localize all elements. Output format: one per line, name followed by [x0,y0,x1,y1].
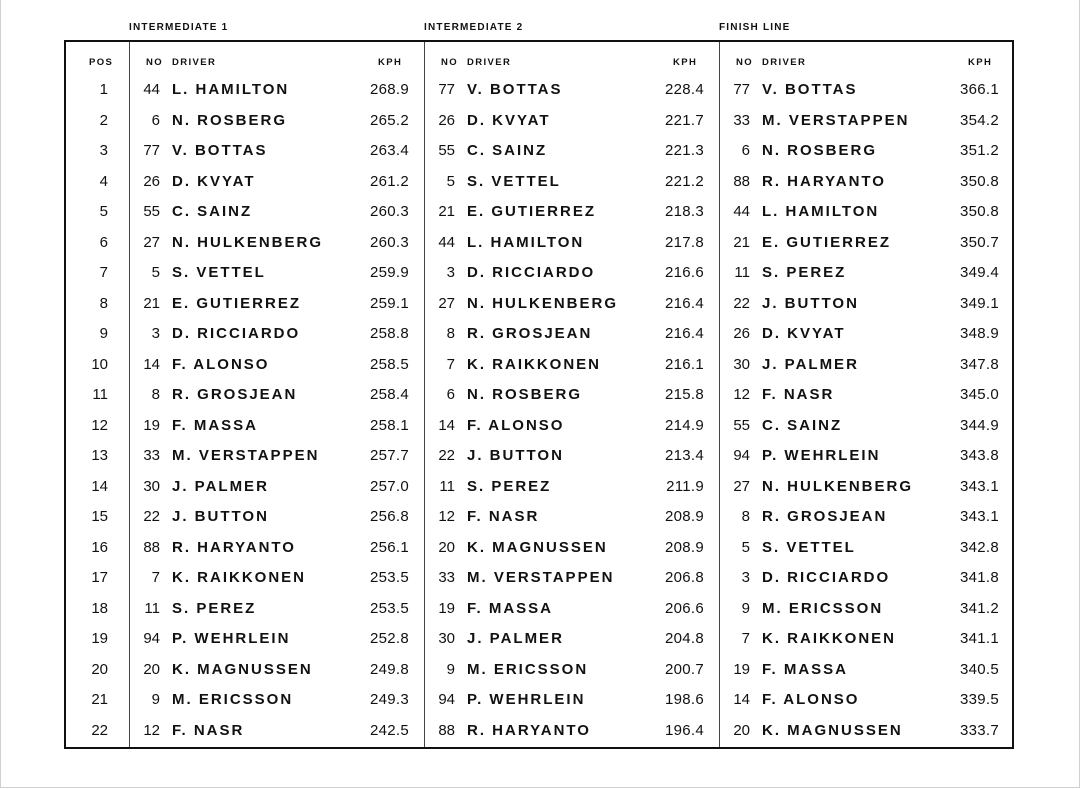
speed-kph-cell: 261.2 [369,172,409,190]
car-number-cell: 19 [143,416,160,434]
driver-name-cell: M. VERSTAPPEN [762,111,910,129]
speed-kph-cell: 259.9 [369,264,409,281]
speed-kph-cell: 354.2 [959,111,999,129]
driver-name-cell: F. ALONSO [762,691,860,708]
section-title-finish-line: FINISH LINE [719,22,791,33]
header-kph: KPH [378,57,403,68]
header-pos: POS [89,57,114,68]
driver-name-cell: M. VERSTAPPEN [467,569,615,586]
speed-kph-cell: 216.4 [664,325,704,342]
speed-kph-cell: 216.4 [664,294,704,312]
car-number-cell: 9 [151,691,160,708]
car-number-cell: 8 [741,508,750,525]
table-row [66,624,1012,654]
speed-kph-cell: 228.4 [664,81,704,98]
table-row [66,472,1012,502]
speed-kph-cell: 253.5 [369,599,409,617]
position-cell: 2 [99,111,108,129]
car-number-cell: 19 [733,660,750,678]
speed-kph-cell: 216.1 [664,355,704,373]
position-cell: 15 [91,508,108,525]
driver-name-cell: N. ROSBERG [762,142,878,159]
driver-name-cell: N. ROSBERG [467,386,583,403]
position-cell: 9 [99,325,108,342]
car-number-cell: 20 [143,660,160,678]
car-number-cell: 30 [733,355,750,373]
car-number-cell: 44 [143,81,160,98]
table-row [66,716,1012,746]
car-number-cell: 21 [733,233,750,251]
speed-kph-cell: 256.1 [369,538,409,556]
speed-kph-cell: 339.5 [959,691,999,708]
table-row [66,685,1012,715]
speed-kph-cell: 347.8 [959,355,999,373]
driver-name-cell: C. SAINZ [172,203,253,220]
header-driver: DRIVER [467,57,512,68]
car-number-cell: 7 [151,569,160,586]
driver-name-cell: K. RAIKKONEN [172,569,307,586]
table-row [66,167,1012,197]
speed-kph-cell: 257.7 [369,447,409,464]
driver-name-cell: M. ERICSSON [172,691,294,708]
speed-trap-table [64,40,1014,749]
speed-kph-cell: 198.6 [664,691,704,708]
speed-kph-cell: 256.8 [369,508,409,525]
car-number-cell: 26 [733,325,750,342]
driver-name-cell: M. ERICSSON [762,599,884,617]
speed-kph-cell: 343.8 [959,447,999,464]
car-number-cell: 27 [733,477,750,495]
driver-name-cell: K. MAGNUSSEN [467,538,608,556]
driver-name-cell: J. BUTTON [172,508,269,525]
car-number-cell: 26 [438,111,455,129]
driver-name-cell: J. BUTTON [467,447,564,464]
car-number-cell: 11 [144,599,160,617]
table-row [66,411,1012,441]
car-number-cell: 55 [733,416,750,434]
table-row [66,319,1012,349]
car-number-cell: 33 [143,447,160,464]
speed-kph-cell: 249.8 [369,660,409,678]
driver-name-cell: R. HARYANTO [172,538,296,556]
car-number-cell: 14 [733,691,750,708]
speed-kph-cell: 242.5 [369,721,409,739]
car-number-cell: 8 [151,386,160,403]
car-number-cell: 3 [446,264,455,281]
section-title-intermediate-2: INTERMEDIATE 2 [424,22,524,33]
speed-kph-cell: 366.1 [959,81,999,98]
car-number-cell: 14 [438,416,455,434]
speed-kph-cell: 211.9 [666,477,704,495]
driver-name-cell: S. VETTEL [762,538,856,556]
position-cell: 19 [91,630,108,647]
header-driver: DRIVER [172,57,217,68]
driver-name-cell: S. VETTEL [172,264,266,281]
car-number-cell: 55 [438,142,455,159]
position-cell: 12 [91,416,108,434]
car-number-cell: 21 [143,294,160,312]
speed-kph-cell: 216.6 [664,264,704,281]
position-cell: 8 [99,294,108,312]
speed-kph-cell: 200.7 [664,660,704,678]
driver-name-cell: R. GROSJEAN [762,508,888,525]
car-number-cell: 55 [143,203,160,220]
speed-kph-cell: 252.8 [369,630,409,647]
table-row [66,655,1012,685]
car-number-cell: 94 [143,630,160,647]
car-number-cell: 21 [438,203,455,220]
car-number-cell: 77 [143,142,160,159]
table-row [66,136,1012,166]
driver-name-cell: D. RICCIARDO [172,325,301,342]
driver-name-cell: J. BUTTON [762,294,859,312]
driver-name-cell: K. MAGNUSSEN [172,660,313,678]
section-title-intermediate-1: INTERMEDIATE 1 [129,22,229,33]
driver-name-cell: M. ERICSSON [467,660,589,678]
speed-kph-cell: 253.5 [369,569,409,586]
car-number-cell: 5 [446,172,455,190]
speed-kph-cell: 263.4 [369,142,409,159]
speed-kph-cell: 344.9 [959,416,999,434]
driver-name-cell: S. PEREZ [172,599,257,617]
driver-name-cell: F. NASR [467,508,540,525]
driver-name-cell: M. VERSTAPPEN [172,447,320,464]
speed-kph-cell: 259.1 [369,294,409,312]
position-cell: 17 [91,569,108,586]
car-number-cell: 27 [143,233,160,251]
speed-kph-cell: 348.9 [959,325,999,342]
car-number-cell: 6 [741,142,750,159]
driver-name-cell: E. GUTIERREZ [762,233,892,251]
driver-name-cell: F. MASSA [172,416,259,434]
driver-name-cell: F. ALONSO [467,416,565,434]
car-number-cell: 22 [438,447,455,464]
speed-kph-cell: 345.0 [959,386,999,403]
position-cell: 6 [99,233,108,251]
car-number-cell: 5 [741,538,750,556]
speed-kph-cell: 341.1 [959,630,999,647]
header-no: NO [736,57,754,68]
car-number-cell: 20 [733,721,750,739]
driver-name-cell: N. HULKENBERG [762,477,914,495]
speed-kph-cell: 206.8 [664,569,704,586]
car-number-cell: 6 [446,386,455,403]
driver-name-cell: S. VETTEL [467,172,561,190]
position-cell: 4 [99,172,108,190]
driver-name-cell: E. GUTIERREZ [467,203,597,220]
driver-name-cell: D. RICCIARDO [467,264,596,281]
speed-kph-cell: 260.3 [369,203,409,220]
speed-kph-cell: 221.3 [664,142,704,159]
driver-name-cell: J. PALMER [762,355,859,373]
table-row [66,380,1012,410]
position-cell: 11 [92,386,108,403]
speed-kph-cell: 341.2 [959,599,999,617]
car-number-cell: 94 [733,447,750,464]
driver-name-cell: J. PALMER [172,477,269,495]
table-row [66,258,1012,288]
driver-name-cell: F. NASR [762,386,835,403]
driver-name-cell: D. KVYAT [172,172,256,190]
table-row [66,228,1012,258]
speed-kph-cell: 340.5 [959,660,999,678]
speed-kph-cell: 350.8 [959,172,999,190]
car-number-cell: 88 [143,538,160,556]
car-number-cell: 5 [151,264,160,281]
car-number-cell: 30 [438,630,455,647]
car-number-cell: 77 [733,81,750,98]
speed-kph-cell: 217.8 [664,233,704,251]
speed-kph-cell: 349.4 [959,264,999,281]
table-row [66,75,1012,105]
car-number-cell: 19 [438,599,455,617]
car-number-cell: 6 [151,111,160,129]
car-number-cell: 3 [151,325,160,342]
speed-kph-cell: 215.8 [664,386,704,403]
position-cell: 10 [91,355,108,373]
driver-name-cell: C. SAINZ [762,416,843,434]
car-number-cell: 88 [438,721,455,739]
car-number-cell: 12 [733,386,750,403]
driver-name-cell: V. BOTTAS [467,81,563,98]
driver-name-cell: F. NASR [172,721,245,739]
driver-name-cell: C. SAINZ [467,142,548,159]
speed-kph-cell: 221.2 [664,172,704,190]
speed-kph-cell: 249.3 [369,691,409,708]
car-number-cell: 11 [439,477,455,495]
driver-name-cell: F. MASSA [762,660,849,678]
speed-kph-cell: 258.5 [369,355,409,373]
driver-name-cell: F. ALONSO [172,355,270,373]
driver-name-cell: N. ROSBERG [172,111,288,129]
car-number-cell: 22 [733,294,750,312]
driver-name-cell: K. RAIKKONEN [467,355,602,373]
table-row [66,350,1012,380]
speed-kph-cell: 214.9 [664,416,704,434]
driver-name-cell: J. PALMER [467,630,564,647]
position-cell: 5 [99,203,108,220]
driver-name-cell: R. HARYANTO [762,172,886,190]
car-number-cell: 44 [438,233,455,251]
driver-name-cell: D. KVYAT [762,325,846,342]
car-number-cell: 7 [446,355,455,373]
car-number-cell: 22 [143,508,160,525]
car-number-cell: 3 [741,569,750,586]
position-cell: 18 [91,599,108,617]
table-row [66,106,1012,136]
position-cell: 21 [91,691,108,708]
speed-kph-cell: 208.9 [664,538,704,556]
table-row [66,533,1012,563]
car-number-cell: 12 [438,508,455,525]
driver-name-cell: S. PEREZ [762,264,847,281]
speed-kph-cell: 221.7 [664,111,704,129]
driver-name-cell: P. WEHRLEIN [762,447,881,464]
position-cell: 22 [91,721,108,739]
position-cell: 16 [91,538,108,556]
position-cell: 7 [99,264,108,281]
driver-name-cell: R. GROSJEAN [467,325,593,342]
speed-kph-cell: 343.1 [959,508,999,525]
speed-kph-cell: 258.1 [369,416,409,434]
driver-name-cell: N. HULKENBERG [467,294,619,312]
car-number-cell: 33 [733,111,750,129]
speed-kph-cell: 342.8 [959,538,999,556]
driver-name-cell: V. BOTTAS [762,81,858,98]
driver-name-cell: L. HAMILTON [467,233,585,251]
driver-name-cell: R. HARYANTO [467,721,591,739]
speed-kph-cell: 257.0 [369,477,409,495]
driver-name-cell: P. WEHRLEIN [467,691,586,708]
car-number-cell: 27 [438,294,455,312]
speed-kph-cell: 350.8 [959,203,999,220]
car-number-cell: 77 [438,81,455,98]
car-number-cell: 26 [143,172,160,190]
speed-kph-cell: 349.1 [959,294,999,312]
table-row [66,197,1012,227]
car-number-cell: 14 [143,355,160,373]
driver-name-cell: S. PEREZ [467,477,552,495]
speed-kph-cell: 265.2 [369,111,409,129]
speed-kph-cell: 206.6 [664,599,704,617]
driver-name-cell: D. KVYAT [467,111,551,129]
speed-kph-cell: 213.4 [664,447,704,464]
driver-name-cell: L. HAMILTON [172,81,290,98]
position-cell: 13 [91,447,108,464]
car-number-cell: 7 [741,630,750,647]
speed-kph-cell: 196.4 [664,721,704,739]
header-driver: DRIVER [762,57,807,68]
speed-kph-cell: 208.9 [664,508,704,525]
position-cell: 1 [99,81,108,98]
table-row [66,289,1012,319]
position-cell: 14 [91,477,108,495]
table-row [66,563,1012,593]
table-row [66,594,1012,624]
speed-kph-cell: 218.3 [664,203,704,220]
car-number-cell: 9 [446,660,455,678]
driver-name-cell: N. HULKENBERG [172,233,324,251]
car-number-cell: 30 [143,477,160,495]
speed-kph-cell: 333.7 [959,721,999,739]
driver-name-cell: K. RAIKKONEN [762,630,897,647]
speed-kph-cell: 258.8 [369,325,409,342]
speed-kph-cell: 204.8 [664,630,704,647]
position-cell: 20 [91,660,108,678]
driver-name-cell: R. GROSJEAN [172,386,298,403]
speed-kph-cell: 258.4 [369,386,409,403]
car-number-cell: 8 [446,325,455,342]
driver-name-cell: D. RICCIARDO [762,569,891,586]
car-number-cell: 11 [734,264,750,281]
speed-kph-cell: 268.9 [369,81,409,98]
speed-kph-cell: 350.7 [959,233,999,251]
table-row [66,441,1012,471]
car-number-cell: 9 [741,599,750,617]
car-number-cell: 20 [438,538,455,556]
driver-name-cell: E. GUTIERREZ [172,294,302,312]
header-no: NO [146,57,164,68]
position-cell: 3 [99,142,108,159]
driver-name-cell: L. HAMILTON [762,203,880,220]
driver-name-cell: P. WEHRLEIN [172,630,291,647]
car-number-cell: 44 [733,203,750,220]
driver-name-cell: K. MAGNUSSEN [762,721,903,739]
header-kph: KPH [673,57,698,68]
speed-kph-cell: 351.2 [959,142,999,159]
car-number-cell: 33 [438,569,455,586]
table-row [66,502,1012,532]
speed-kph-cell: 341.8 [959,569,999,586]
car-number-cell: 94 [438,691,455,708]
driver-name-cell: F. MASSA [467,599,554,617]
header-no: NO [441,57,459,68]
speed-kph-cell: 260.3 [369,233,409,251]
header-kph: KPH [968,57,993,68]
car-number-cell: 88 [733,172,750,190]
speed-kph-cell: 343.1 [959,477,999,495]
car-number-cell: 12 [143,721,160,739]
driver-name-cell: V. BOTTAS [172,142,268,159]
